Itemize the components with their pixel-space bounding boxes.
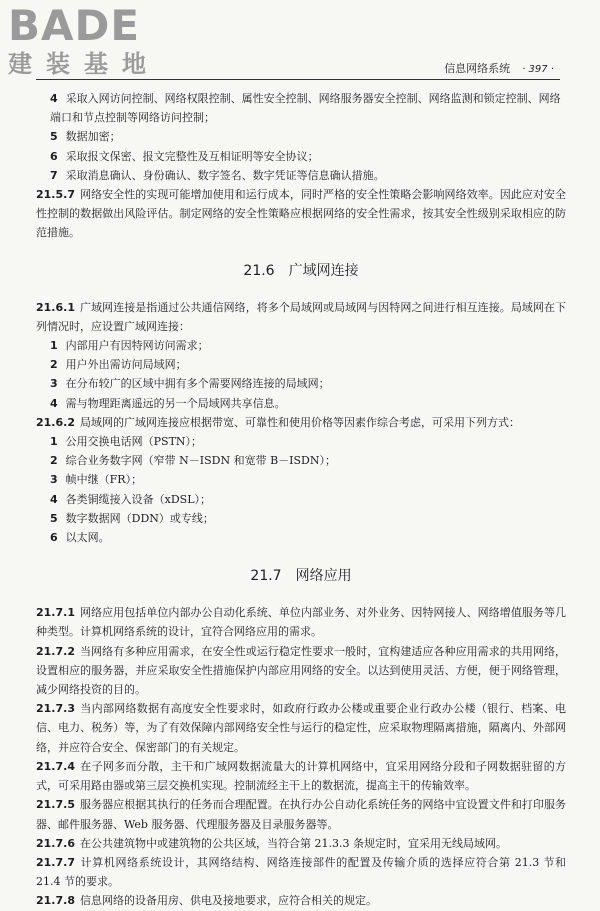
list-item: 4 各类铜缆接入设备（xDSL）； (50, 492, 212, 506)
page-body (36, 89, 566, 911)
clause-21-7-1: 21.7.1 网络应用包括单位内部办公自动化系统、单位内部业务、对外业务、因特网接人、网络增值服务等几种类型。计算机网络系统的设计，宜符合网络应用的需求。 (36, 606, 566, 639)
watermark-logo (8, 1, 160, 78)
section-heading-21-6: 21.6 广域网连接 (243, 262, 359, 279)
clause-21-7-6: 21.7.6 在公共建筑物中或建筑物的公共区域，当符合第 21.3.3 条规定时，宜采用无线局域网。 (36, 836, 507, 850)
list-item: 4 采取入网访问控制、网络权限控制、属性安全控制、网络服务器安全控制、网络监测和锁定控制、网络端口和节点控制等网络访问控制； (50, 92, 561, 125)
list-item: 1 公用交换电话网（PSTN）； (50, 435, 203, 449)
list-item: 7 采取消息确认、身份确认、数字签名、数字凭证等信息确认措施。 (50, 168, 385, 182)
list-item: 3 在分布较广的区域中拥有多个需要网络连接的局域网； (50, 377, 330, 391)
list-item: 5 数字数据网（DDN）或专线； (50, 511, 214, 525)
clause-21-7-8: 21.7.8 信息网络的设备用房、供电及接地要求，应符合相关的规定。 (36, 894, 377, 908)
page-number: · 397 · (522, 64, 554, 75)
header-rule (36, 79, 560, 80)
list-item: 1 内部用户有因特网访问需求； (50, 339, 209, 353)
list-item: 3 帧中继（FR）； (50, 473, 143, 487)
clause-21-6-1: 21.6.1 广域网连接是指通过公共通信网络，将多个局域网或局域网与因特网之间进行相互连接。局域网在下列情况时，应设置广域网连接： (36, 300, 566, 333)
list-item: 2 综合业务数字网（窄带 N－ISDN 和宽带 B－ISDN）； (50, 454, 337, 468)
clause-21-7-5: 21.7.5 服务器应根据其执行的任务而合理配置。在执行办公自动化系统任务的网络中宜设置文件和打印服务器、邮件服务器、Web 服务器、代理服务器及目录服务器等。 (36, 798, 566, 831)
running-header (444, 60, 554, 76)
list-item: 6 采取报文保密、报文完整性及互相证明等安全协议； (50, 149, 319, 163)
list-item: 5 数据加密； (50, 130, 121, 144)
running-title: 信息网络系统 (444, 62, 511, 75)
clause-21-7-7: 21.7.7 计算机网络系统设计，其网络结构、网络连接部件的配置及传输介质的选择应符合第 21.3 节和 21.4 节的要求。 (36, 855, 566, 889)
section-heading-21-7: 21.7 网络应用 (250, 568, 352, 585)
clause-21-5-7: 21.5.7 网络安全性的实现可能增加使用和运行成本，同时严格的安全性策略会影响网络效率。因此应对安全性控制的数据做出风险评估。制定网络的安全性策略应根据网络的安全性需求，按其安全性级别采取相应的防范措施。 (36, 188, 566, 240)
logo-text-bottom: 建装基地 (8, 50, 160, 78)
list-item: 4 需与物理距离遥远的另一个局域网共享信息。 (50, 396, 286, 410)
clause-21-7-3: 21.7.3 当内部网络数据有高度安全性要求时，如政府行政办公楼或重要企业行政办公楼（银行、档案、电信、电力、税务）等，为了有效保障内部网络安全性与运行的稳定性，应采取物理隔离措施，隔离内、外部网络，并应符合安全、保密部门的有关规定。 (36, 702, 566, 754)
list-item: 6 以太网。 (50, 531, 110, 545)
list-item: 2 用户外出需访问局域网； (50, 358, 187, 372)
clause-21-6-2: 21.6.2 局域网的广域网连接应根据带宽、可靠性和使用价格等因素作综合考虑，可采用下列方式： (36, 415, 520, 429)
clause-21-7-4: 21.7.4 在子网多而分散，主干和广域网数据流量大的计算机网络中，宜采用网络分段和子网数据驻留的方式，可采用路由器或第三层交换机实现。控制流经主干上的数据流，提高主干的传输效率。 (36, 759, 566, 793)
logo-text-top: BADE (8, 1, 141, 50)
clause-21-7-2: 21.7.2 当网络有多种应用需求，在安全性或运行稳定性要求一般时，宜构建适应各种应用需求的共用网络，设置相应的服务器，并应采取安全性措施保护内部应用网络的安全。以达到使用灵活、方便，便于网络管理，减少网络投资的目的。 (36, 644, 566, 697)
